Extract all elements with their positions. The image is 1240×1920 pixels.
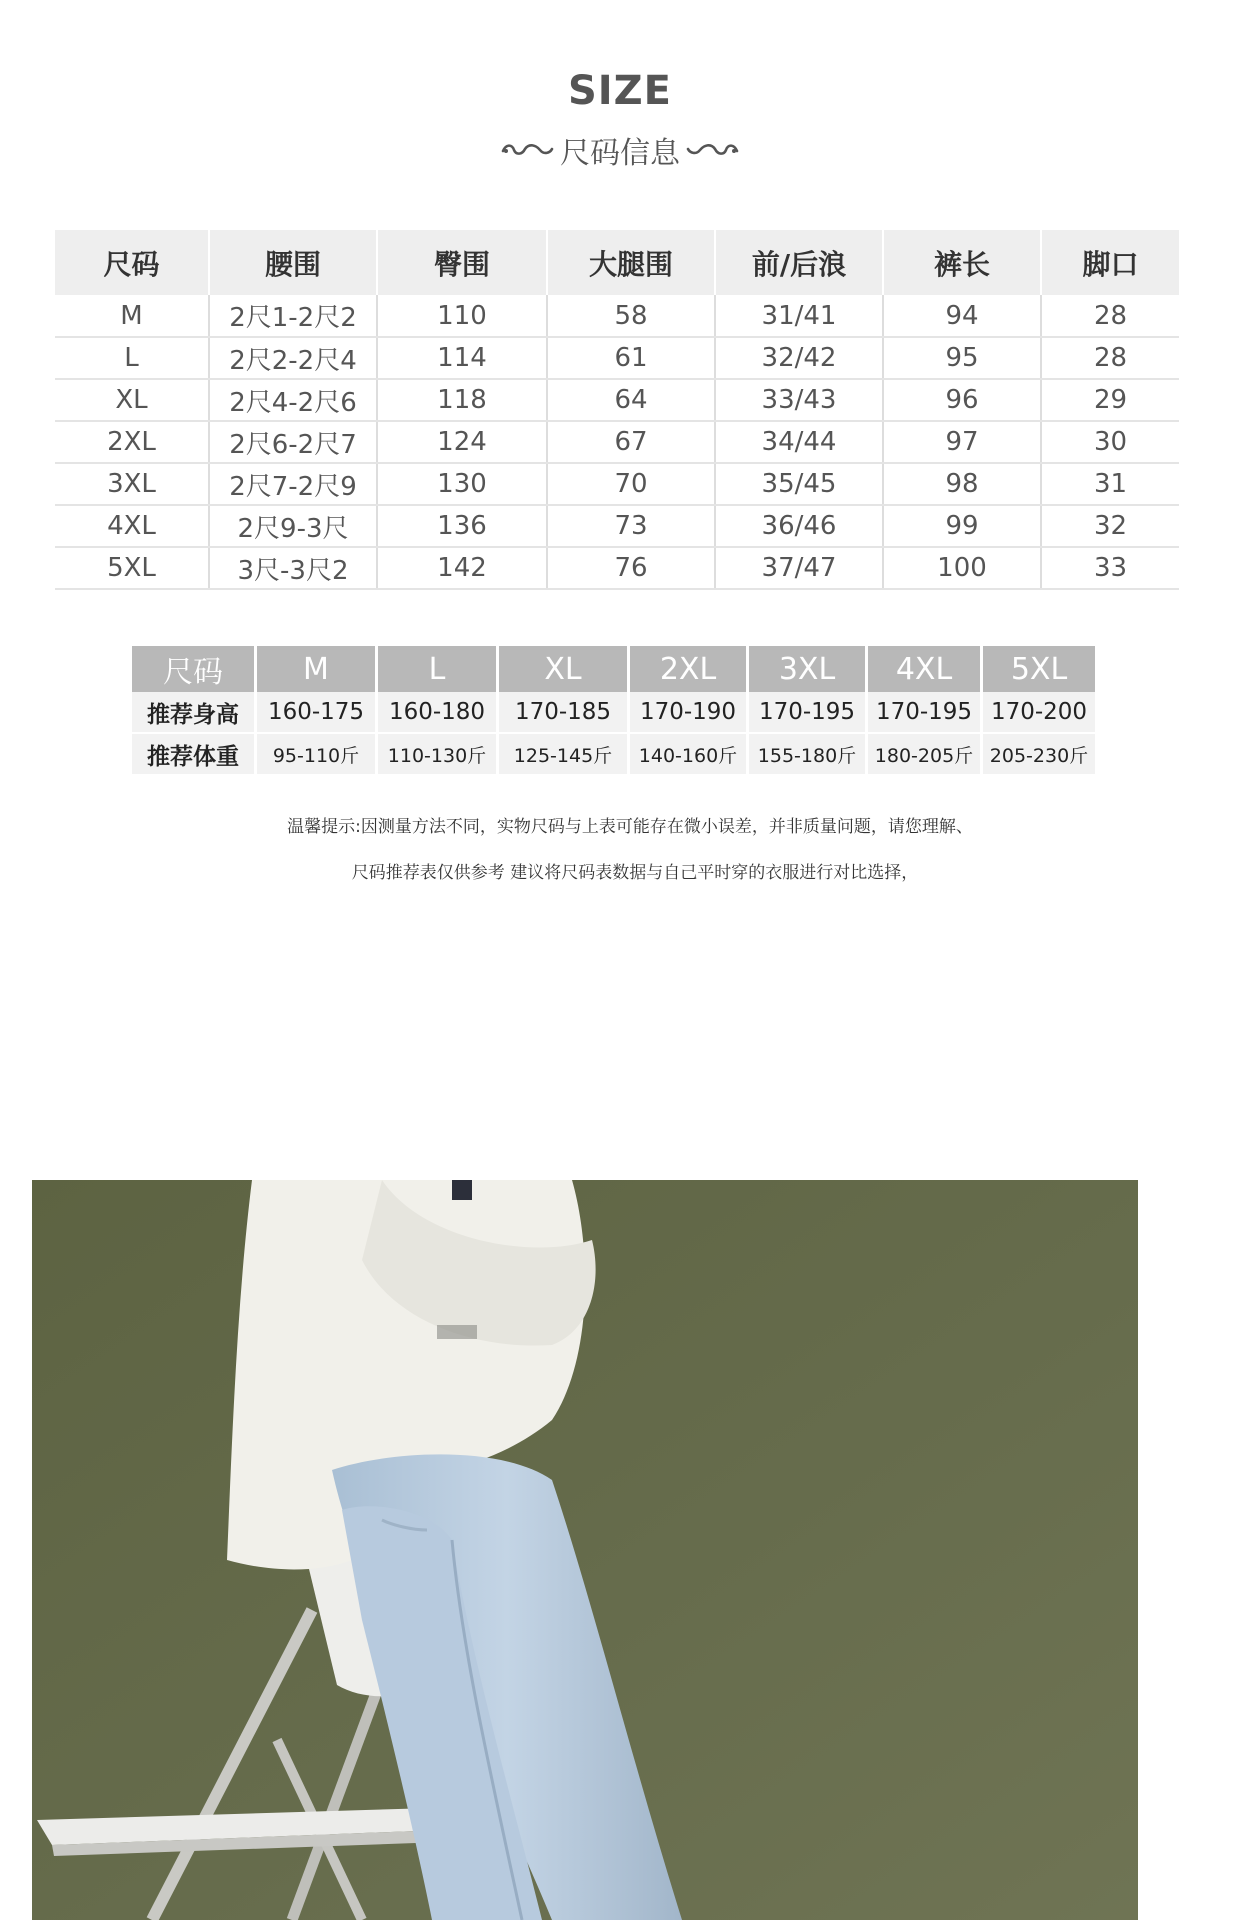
recommendation-table	[129, 646, 1098, 776]
table-row	[55, 337, 1179, 379]
cell-hip: 110	[377, 295, 547, 337]
cell-thigh: 70	[547, 463, 715, 505]
model-in-jeans-illustration	[32, 1180, 1138, 1920]
subtitle-text: 尺码信息	[560, 136, 680, 171]
cell-size: L	[55, 337, 209, 379]
rec-size: 2XL	[630, 646, 746, 692]
header-size: 尺码	[55, 230, 209, 295]
cell-length: 94	[883, 295, 1041, 337]
rec-size: 5XL	[983, 646, 1095, 692]
weight-value: 95-110斤	[257, 734, 375, 776]
cell-leg-opening: 28	[1041, 337, 1179, 379]
cell-hip: 124	[377, 421, 547, 463]
height-value: 170-195	[749, 692, 865, 734]
rec-header-size: 尺码	[132, 646, 254, 692]
recommended-weight-row	[132, 734, 1095, 776]
header-length: 裤长	[883, 230, 1041, 295]
weight-value: 140-160斤	[630, 734, 746, 776]
recommended-height-row	[132, 692, 1095, 734]
size-subheading	[0, 128, 1240, 172]
cell-rise: 35/45	[715, 463, 883, 505]
cell-hip: 118	[377, 379, 547, 421]
table-row	[55, 505, 1179, 547]
height-value: 170-185	[499, 692, 627, 734]
cell-rise: 37/47	[715, 547, 883, 589]
cell-size: 4XL	[55, 505, 209, 547]
weight-value: 180-205斤	[868, 734, 980, 776]
cell-size: XL	[55, 379, 209, 421]
cell-size: 3XL	[55, 463, 209, 505]
cell-waist: 2尺2-2尺4	[209, 337, 377, 379]
height-value: 170-200	[983, 692, 1095, 734]
cell-rise: 31/41	[715, 295, 883, 337]
table-row	[55, 463, 1179, 505]
recommendation-header-row	[132, 646, 1095, 692]
cell-leg-opening: 32	[1041, 505, 1179, 547]
measurement-notice: 温馨提示:因测量方法不同，实物尺码与上表可能存在微小误差，并非质量问题，请您理解、	[287, 817, 973, 837]
weight-value: 205-230斤	[983, 734, 1095, 776]
header-leg-opening: 脚口	[1041, 230, 1179, 295]
cell-thigh: 73	[547, 505, 715, 547]
cell-hip: 142	[377, 547, 547, 589]
cell-length: 95	[883, 337, 1041, 379]
cell-hip: 130	[377, 463, 547, 505]
product-photo	[32, 1180, 1138, 1920]
weight-value: 110-130斤	[378, 734, 496, 776]
height-value: 170-190	[630, 692, 746, 734]
cell-rise: 32/42	[715, 337, 883, 379]
weight-value: 155-180斤	[749, 734, 865, 776]
size-heading: SIZE	[567, 68, 673, 114]
cell-waist: 3尺-3尺2	[209, 547, 377, 589]
header-waist: 腰围	[209, 230, 377, 295]
cell-thigh: 61	[547, 337, 715, 379]
height-value: 160-180	[378, 692, 496, 734]
cell-thigh: 67	[547, 421, 715, 463]
cell-length: 99	[883, 505, 1041, 547]
cell-waist: 2尺7-2尺9	[209, 463, 377, 505]
table-row	[55, 547, 1179, 589]
cell-length: 98	[883, 463, 1041, 505]
cell-leg-opening: 29	[1041, 379, 1179, 421]
recommendation-notice: 尺码推荐表仅供参考 建议将尺码表数据与自己平时穿的衣服进行对比选择，	[351, 863, 919, 883]
rec-size: XL	[499, 646, 627, 692]
cell-rise: 36/46	[715, 505, 883, 547]
header-rise: 前/后浪	[715, 230, 883, 295]
header-hip: 臀围	[377, 230, 547, 295]
measurement-table	[55, 230, 1179, 590]
cell-waist: 2尺4-2尺6	[209, 379, 377, 421]
cell-length: 97	[883, 421, 1041, 463]
cell-thigh: 58	[547, 295, 715, 337]
height-label: 推荐身高	[132, 692, 254, 734]
right-flourish-icon	[686, 140, 740, 160]
cell-rise: 33/43	[715, 379, 883, 421]
left-flourish-icon	[500, 140, 554, 160]
rec-size: 3XL	[749, 646, 865, 692]
cell-hip: 136	[377, 505, 547, 547]
cell-size: 5XL	[55, 547, 209, 589]
cell-waist: 2尺9-3尺	[209, 505, 377, 547]
cell-waist: 2尺6-2尺7	[209, 421, 377, 463]
height-value: 170-195	[868, 692, 980, 734]
rec-size: L	[378, 646, 496, 692]
cell-thigh: 64	[547, 379, 715, 421]
table-row	[55, 295, 1179, 337]
header-thigh: 大腿围	[547, 230, 715, 295]
measurement-header-row	[55, 230, 1179, 295]
cell-leg-opening: 31	[1041, 463, 1179, 505]
height-value: 160-175	[257, 692, 375, 734]
cell-size: M	[55, 295, 209, 337]
table-row	[55, 421, 1179, 463]
cell-length: 96	[883, 379, 1041, 421]
cell-rise: 34/44	[715, 421, 883, 463]
cell-waist: 2尺1-2尺2	[209, 295, 377, 337]
weight-label: 推荐体重	[132, 734, 254, 776]
rec-size: M	[257, 646, 375, 692]
cell-hip: 114	[377, 337, 547, 379]
rec-size: 4XL	[868, 646, 980, 692]
cell-length: 100	[883, 547, 1041, 589]
cell-leg-opening: 30	[1041, 421, 1179, 463]
table-row	[55, 379, 1179, 421]
cell-leg-opening: 28	[1041, 295, 1179, 337]
weight-value: 125-145斤	[499, 734, 627, 776]
cell-leg-opening: 33	[1041, 547, 1179, 589]
cell-size: 2XL	[55, 421, 209, 463]
cell-thigh: 76	[547, 547, 715, 589]
